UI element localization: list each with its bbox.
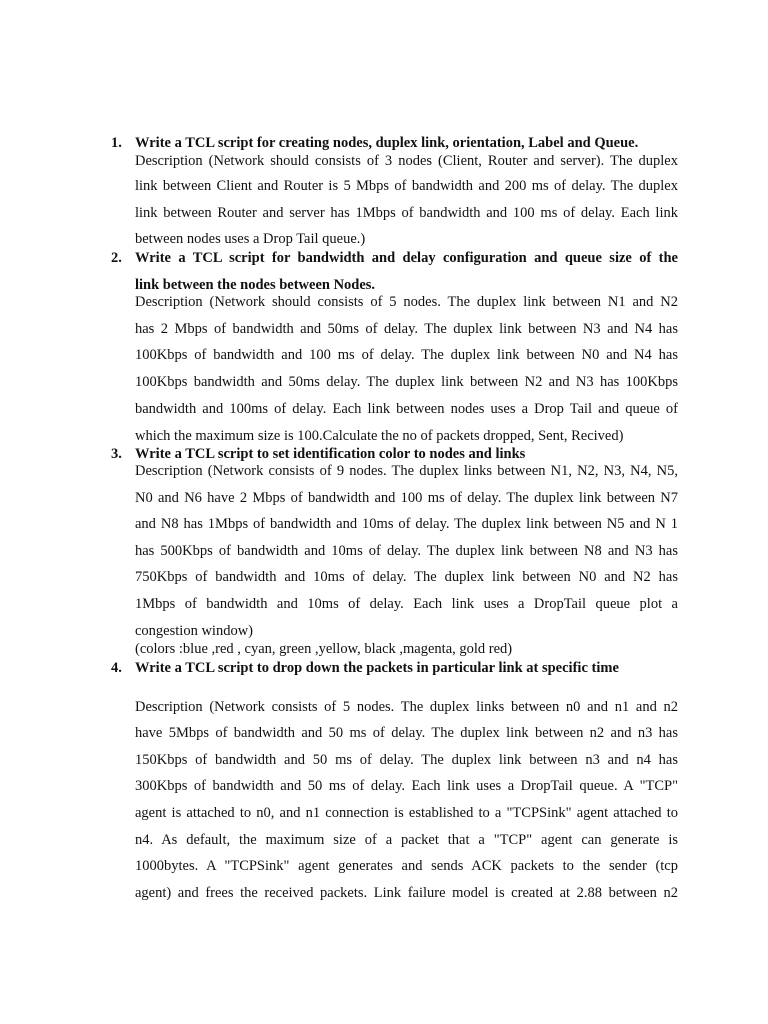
question-2-description-line: Description (Network should consists of 5 nodes. The duplex link between N1 and N2	[135, 294, 678, 310]
question-4-title: Write a TCL script to drop down the packets in particular link at specific time	[135, 660, 619, 676]
question-4-description-line: Description (Network consists of 5 nodes. The duplex links between n0 and n1 and n2	[135, 699, 678, 715]
question-3-description-line: Description (Network consists of 9 nodes. The duplex links between N1, N2, N3, N4, N5,	[135, 463, 678, 479]
question-1-description-line: between nodes uses a Drop Tail queue.)	[135, 231, 366, 247]
question-1-title: Write a TCL script for creating nodes, duplex link, orientation, Label and Queue.	[135, 135, 639, 151]
question-2-description-line: which the maximum size is 100.Calculate the no of packets dropped, Sent, Recived)	[135, 428, 624, 444]
question-4-description-line: n4. As default, the maximum size of a packet that a "TCP" agent can generate is	[135, 832, 678, 848]
question-4-number: 4.	[111, 660, 122, 676]
question-2-description-line: 100Kbps bandwidth and 50ms delay. The duplex link between N2 and N3 has 100Kbps	[135, 374, 678, 390]
question-2-description-line: bandwidth and 100ms of delay. Each link between nodes uses a Drop Tail and queue of	[135, 401, 678, 417]
question-2-title: Write a TCL script for bandwidth and delay configuration and queue size of the	[135, 250, 678, 266]
question-1-description-line: link between Router and server has 1Mbps of bandwidth and 100 ms of delay. Each link	[135, 205, 678, 221]
question-1-number: 1.	[111, 135, 122, 151]
question-4-description-line: agent is attached to n0, and n1 connection is established to a "TCPSink" agent attached to	[135, 805, 678, 821]
question-3-description-line: congestion window)	[135, 623, 253, 639]
question-4-description-line: 300Kbps of bandwidth and 50 ms of delay. Each link uses a DropTail queue. A "TCP"	[135, 778, 678, 794]
question-3-number: 3.	[111, 446, 122, 462]
question-3-title: Write a TCL script to set identification color to nodes and links	[135, 446, 526, 462]
question-2-description-line: 100Kbps of bandwidth and 100 ms of delay. The duplex link between N0 and N4 has	[135, 347, 678, 363]
question-3-description-line: has 500Kbps of bandwidth and 10ms of delay. The duplex link between N8 and N3 has	[135, 543, 678, 559]
question-3-colors-line: (colors :blue ,red , cyan, green ,yellow, black ,magenta, gold red)	[135, 641, 513, 657]
question-2-title: link between the nodes between Nodes.	[135, 277, 376, 293]
question-1-description-line: Description (Network should consists of 3 nodes (Client, Router and server). The duplex	[135, 153, 678, 169]
question-4-description-line: agent) and frees the received packets. Link failure model is created at 2.88 between n2	[135, 885, 678, 901]
question-3-description-line: 1Mbps of bandwidth and 10ms of delay. Each link uses a DropTail queue plot a	[135, 596, 678, 612]
question-1-description-line: link between Client and Router is 5 Mbps of bandwidth and 200 ms of delay. The duplex	[135, 178, 678, 194]
question-4-description-line: have 5Mbps of bandwidth and 50 ms of delay. The duplex link between n2 and n3 has	[135, 725, 678, 741]
question-3-description-line: N0 and N6 have 2 Mbps of bandwidth and 100 ms of delay. The duplex link between N7	[135, 490, 678, 506]
question-3-description-line: and N8 has 1Mbps of bandwidth and 10ms of delay. The duplex link between N5 and N 1	[135, 516, 678, 532]
question-4-description-line: 1000bytes. A "TCPSink" agent generates and sends ACK packets to the sender (tcp	[135, 858, 678, 874]
question-2-description-line: has 2 Mbps of bandwidth and 50ms of delay. The duplex link between N3 and N4 has	[135, 321, 678, 337]
question-3-description-line: 750Kbps of bandwidth and 10ms of delay. The duplex link between N0 and N2 has	[135, 569, 678, 585]
question-2-number: 2.	[111, 250, 122, 266]
question-4-description-line: 150Kbps of bandwidth and 50 ms of delay. The duplex link between n3 and n4 has	[135, 752, 678, 768]
